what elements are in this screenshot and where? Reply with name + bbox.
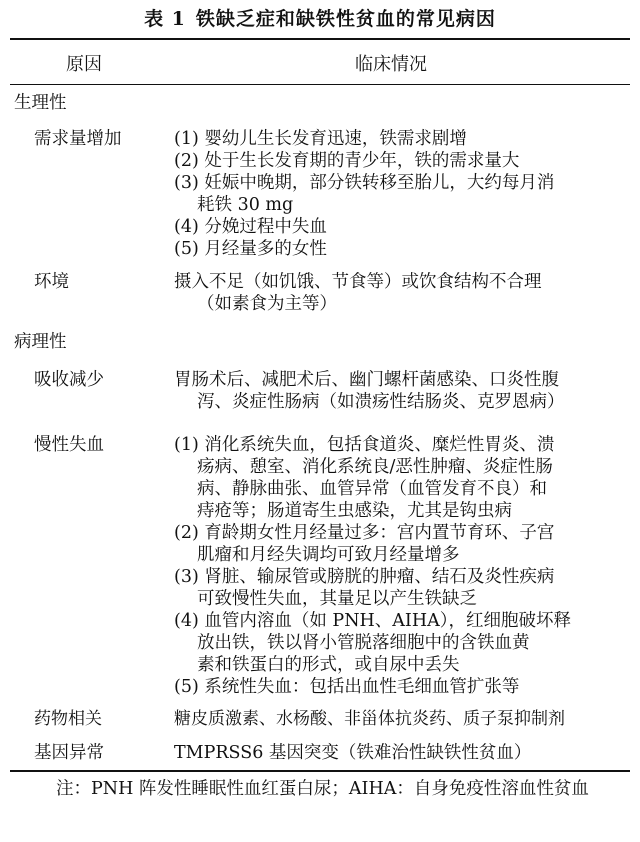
clinical-line: (5) 月经量多的女性 bbox=[174, 239, 327, 259]
cause-genetic: 基因异常 bbox=[34, 743, 104, 763]
table-label: 表 1 bbox=[144, 8, 186, 30]
cause-reduced-absorption: 吸收减少 bbox=[34, 370, 104, 390]
cause-chronic-blood-loss: 慢性失血 bbox=[34, 435, 104, 455]
clinical-line: (1) 婴幼儿生长发育迅速，铁需求剧增 bbox=[174, 129, 467, 149]
cause-increased-demand: 需求量增加 bbox=[34, 129, 122, 149]
table-header-rule bbox=[10, 84, 630, 85]
header-clinical: 临床情况 bbox=[355, 54, 427, 75]
table-title-text: 铁缺乏症和缺铁性贫血的常见病因 bbox=[195, 8, 496, 30]
clinical-line: (3) 妊娠中晚期，部分铁转移至胎儿，大约每月消 bbox=[174, 173, 555, 193]
header-cause: 原因 bbox=[66, 54, 102, 75]
clinical-line: 糖皮质激素、水杨酸、非甾体抗炎药、质子泵抑制剂 bbox=[174, 709, 565, 729]
clinical-line: 泻、炎症性肠病（如溃疡性结肠炎、克罗恩病） bbox=[197, 392, 565, 412]
table-top-rule bbox=[10, 38, 630, 40]
clinical-line: (3) 肾脏、输尿管或膀胱的肿瘤、结石及炎性疾病 bbox=[174, 567, 555, 587]
clinical-line: (4) 血管内溶血（如 PNH、AIHA），红细胞破坏释 bbox=[174, 611, 571, 631]
clinical-line: TMPRSS6 基因突变（铁难治性缺铁性贫血） bbox=[174, 743, 532, 763]
cause-drug-related: 药物相关 bbox=[34, 709, 102, 729]
clinical-line: 疡病、憩室、消化系统良/恶性肿瘤、炎症性肠 bbox=[197, 457, 553, 477]
section-pathological: 病理性 bbox=[14, 332, 67, 352]
clinical-line: (5) 系统性失血：包括出血性毛细血管扩张等 bbox=[174, 677, 520, 697]
clinical-line: 肌瘤和月经失调均可致月经量增多 bbox=[197, 545, 460, 565]
clinical-line: （如素食为主等） bbox=[197, 294, 337, 314]
clinical-line: 胃肠术后、减肥术后、幽门螺杆菌感染、口炎性腹 bbox=[174, 370, 559, 390]
clinical-line: (2) 育龄期女性月经量过多：宫内置节育环、子宫 bbox=[174, 523, 555, 543]
cause-environment: 环境 bbox=[34, 272, 69, 292]
clinical-line: (4) 分娩过程中失血 bbox=[174, 217, 327, 237]
clinical-line: 可致慢性失血，其量足以产生铁缺乏 bbox=[197, 589, 477, 609]
table-footnote: 注：PNH 阵发性睡眠性血红蛋白尿；AIHA：自身免疫性溶血性贫血 bbox=[56, 779, 589, 799]
clinical-line: 痔疮等；肠道寄生虫感染，尤其是钩虫病 bbox=[197, 501, 512, 521]
clinical-line: 摄入不足（如饥饿、节食等）或饮食结构不合理 bbox=[174, 272, 542, 292]
clinical-line: (2) 处于生长发育期的青少年，铁的需求量大 bbox=[174, 151, 520, 171]
section-physiological: 生理性 bbox=[14, 93, 67, 113]
table-title bbox=[0, 4, 640, 31]
clinical-line: 放出铁，铁以肾小管脱落细胞中的含铁血黄 bbox=[197, 633, 530, 653]
clinical-line: 素和铁蛋白的形式，或自尿中丢失 bbox=[197, 655, 460, 675]
clinical-line: 病、静脉曲张、血管异常（血管发育不良）和 bbox=[197, 479, 547, 499]
clinical-line: (1) 消化系统失血，包括食道炎、糜烂性胃炎、溃 bbox=[174, 435, 555, 455]
clinical-line: 耗铁 30 mg bbox=[197, 195, 294, 215]
